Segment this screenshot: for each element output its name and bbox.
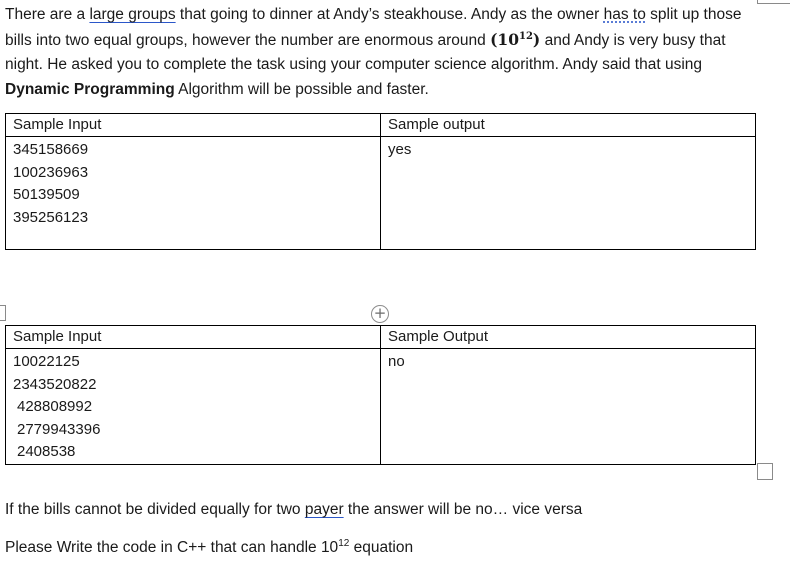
table2-input-line: 10022125 [13,353,80,370]
sample-table-2 [5,325,756,465]
table2-input-line: 2343520822 [13,375,97,393]
plus-circle-icon[interactable]: + [371,305,389,323]
table1-output-header[interactable]: Sample output [381,114,756,137]
request-text: Please Write the code in C++ that can handle $10^{12}$ equation [5,537,414,556]
table1-input-line: 50139509 [13,186,80,203]
table1-input-line: 100236963 [13,163,89,181]
problem-statement: There are a large groups that going to dinner at Andy’s steakhouse. Andy as the owner has to split up those bills into two equal groups, however the number are enormous around $(10^{12})$ and Andy is very busy that night. He asked you to complete the task using your computer science algorithm. Andy said that using Dynamic Programming Algorithm will be possible and faster. [5,6,742,98]
grammar-flag-has-to[interactable]: has to [603,6,646,23]
table1-input-cell[interactable] [6,137,381,250]
table2-input-line: 428808992 [17,398,93,415]
grammar-flag-payer[interactable]: payer [304,501,344,518]
sample-table-1 [5,113,756,250]
table2-output-cell[interactable] [381,349,756,465]
table2-input-line: 2408538 [17,443,76,460]
square-icon[interactable] [757,463,773,480]
grammar-flag-large-groups[interactable]: large groups [89,6,176,23]
table1-input-header[interactable]: Sample Input [6,114,381,137]
bold-term: Dynamic Programming [5,80,175,98]
table-selection-marker [0,305,6,321]
exponent: 12 [338,537,350,549]
math-expression: $(10^{12})$ [490,29,541,49]
table2-output-header[interactable]: Sample Output [381,326,756,349]
table1-output-cell[interactable] [381,137,756,250]
table2-output-value: no [388,353,405,370]
table2-input-cell[interactable] [6,349,381,465]
table2-input-line: 2779943396 [17,420,101,438]
table1-input-line: 395256123 [13,208,89,226]
answer-rule-text: If the bills cannot be divided equally for two payer the answer will be no… vice versa [5,501,583,518]
table1-output-value: yes [388,141,412,158]
table2-input-header[interactable]: Sample Input [6,326,381,349]
table1-input-line: 345158669 [13,141,89,158]
